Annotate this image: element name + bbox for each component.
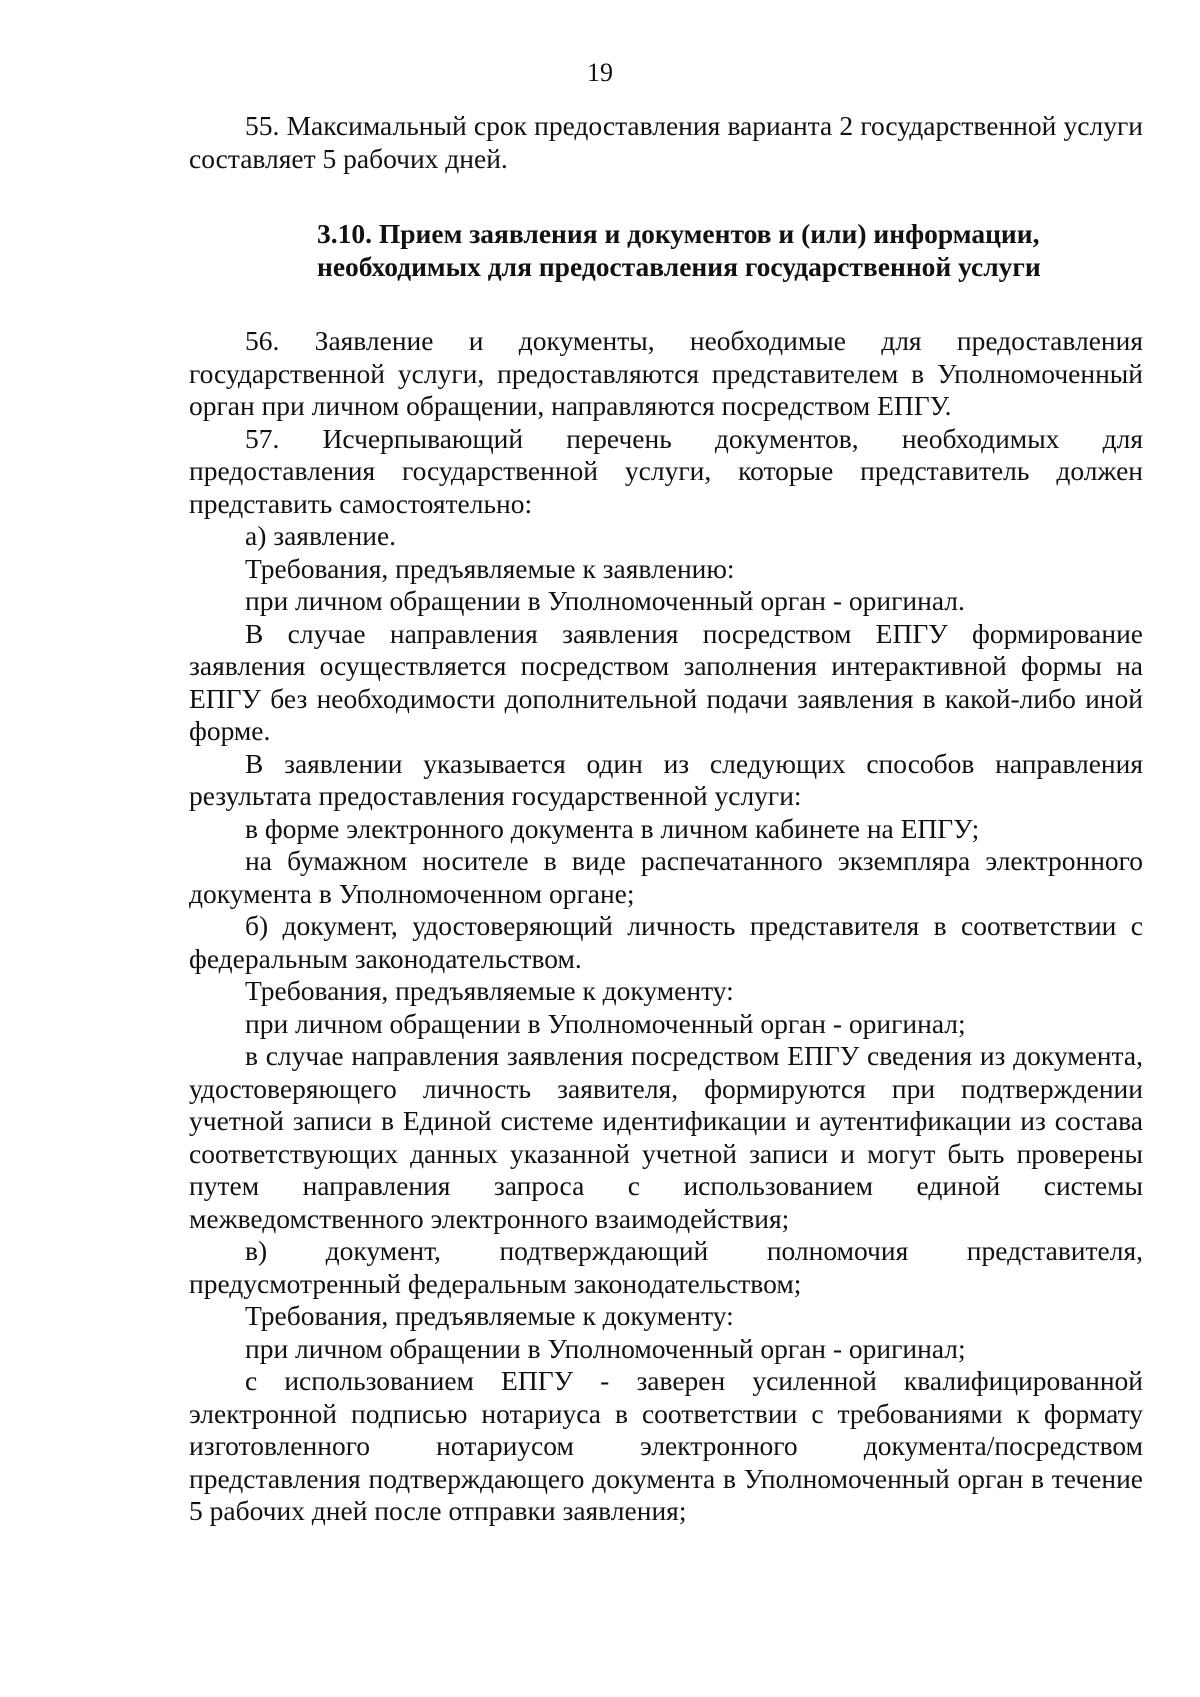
paragraph-text: В заявлении указывается один из следующих способов направления результата предоставления государственной услуги: bbox=[189, 747, 1143, 811]
paragraph-text: при личном обращении в Уполномоченный орган - оригинал; bbox=[245, 1007, 966, 1039]
paragraph-text: в случае направления заявления посредством ЕПГУ сведения из документа, удостоверяющего личность заявителя, формируются при подтверждении учетной записи в Единой системе идентификации и аутентификации из состава соответствующих данных указанной учетной записи и могут быть проверены путем направления запроса с использованием единой системы межведомственного электронного взаимодействия; bbox=[189, 1040, 1143, 1234]
section-heading-line-2: необходимых для предоставления государственной услуги bbox=[317, 251, 1041, 282]
list-item-b: б) документ, удостоверяющий личность представителя в соответствии с федеральным законодательством. bbox=[189, 910, 1143, 974]
section-heading-line-1: 3.10. Прием заявления и документов и (или) информации, bbox=[317, 218, 1040, 249]
page-number: 19 bbox=[587, 58, 613, 87]
paragraph-56: 56. Заявление и документы, необходимые для предоставления государственной услуги, предоставляются представителем в Уполномоченный орган при личном обращении, направляются посредством ЕПГУ. bbox=[189, 325, 1143, 421]
requirements-heading: Требования, предъявляемые к документу: bbox=[245, 975, 734, 1006]
document-body bbox=[189, 110, 1143, 1528]
section-heading bbox=[189, 217, 1143, 283]
list-item-a: а) заявление. bbox=[245, 520, 397, 551]
paragraph-57: 57. Исчерпывающий перечень документов, необходимых для предоставления государственной услуги, которые представитель должен представить самостоятельно: bbox=[189, 422, 1143, 519]
paragraph-text: В случае направления заявления посредством ЕПГУ формирование заявления осуществляется посредством заполнения интерактивной формы на ЕПГУ без необходимости дополнительной подачи заявления в какой-либо иной форме. bbox=[189, 617, 1143, 746]
paragraph-text: на бумажном носителе в виде распечатанного экземпляра электронного документа в Уполномоченном органе; bbox=[189, 845, 1143, 909]
list-item-v: в) документ, подтверждающий полномочия представителя, предусмотренный федеральным законодательством; bbox=[189, 1235, 1143, 1299]
paragraph-text: в форме электронного документа в личном кабинете на ЕПГУ; bbox=[245, 812, 980, 844]
paragraph-text: при личном обращении в Уполномоченный орган - оригинал; bbox=[245, 1332, 966, 1364]
requirements-heading: Требования, предъявляемые к документу: bbox=[245, 1300, 734, 1331]
paragraph-text: с использованием ЕПГУ - заверен усиленной квалифицированной электронной подписью нотариуса в соответствии с требованиями к формату изготовленного нотариусом электронного документа/посредством представления подтверждающего документа в Уполномоченный орган в течение 5 рабочих дней после отправки заявления; bbox=[189, 1365, 1143, 1526]
requirements-heading: Требования, предъявляемые к заявлению: bbox=[245, 552, 735, 584]
paragraph-55: 55. Максимальный срок предоставления варианта 2 государственной услуги составляет 5 рабочих дней. bbox=[189, 110, 1143, 174]
paragraph-text: при личном обращении в Уполномоченный орган - оригинал. bbox=[245, 585, 965, 616]
